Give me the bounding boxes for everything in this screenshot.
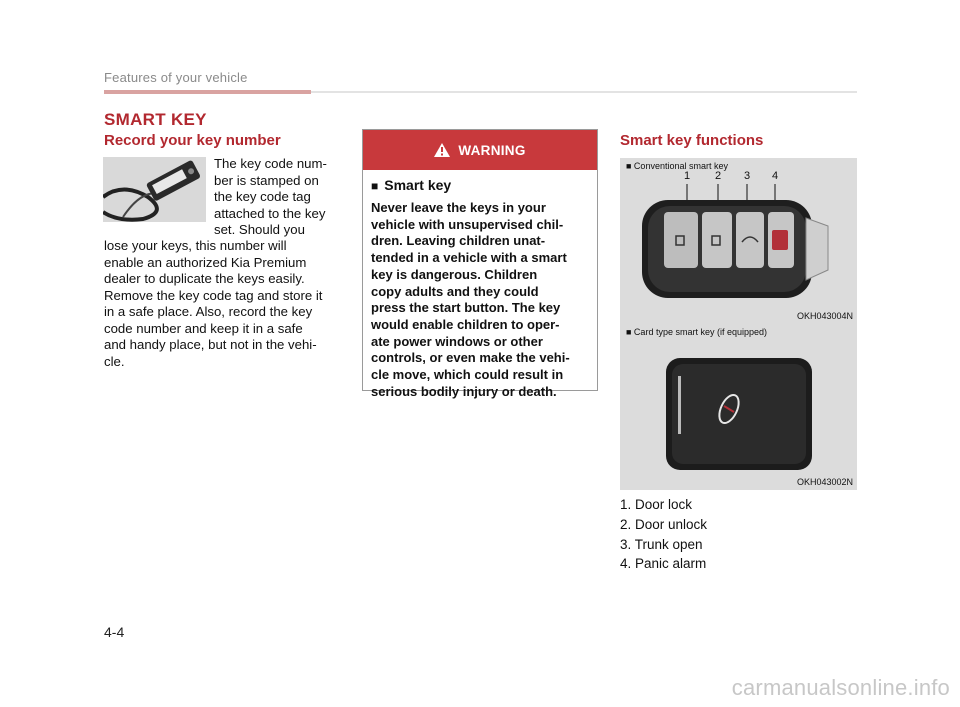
header-bar-accent — [104, 90, 311, 94]
record-text-wide — [104, 238, 338, 370]
smart-key-functions-title: Smart key functions — [620, 132, 764, 149]
function-item-door-unlock: 2. Door unlock — [620, 517, 708, 532]
record-key-number-title: Record your key number — [104, 132, 281, 149]
text-line: ber is stamped on — [214, 172, 319, 188]
text-line: dealer to duplicate the keys easily. — [104, 271, 305, 286]
text-line: Never leave the keys in your — [371, 200, 546, 215]
warning-box — [362, 129, 598, 399]
button-number-label: 2 — [715, 170, 722, 182]
text-line: would enable children to oper- — [371, 316, 560, 332]
warning-triangle-icon — [434, 143, 450, 157]
figure-code: OKH043002N — [796, 477, 853, 487]
text-line: enable an authorized Kia Premium — [104, 254, 307, 270]
section-title: SMART KEY — [104, 110, 207, 129]
button-number-label: 3 — [744, 170, 751, 182]
figure-caption: ■ Card type smart key (if equipped) — [626, 327, 767, 337]
text-line: code number and keep it in a safe — [104, 320, 303, 336]
text-line: the key code tag — [214, 189, 311, 204]
warning-text — [371, 200, 591, 400]
text-line: set. Should you — [214, 222, 305, 237]
key-tag-illustration — [103, 157, 206, 222]
conventional-smart-key-figure — [620, 158, 857, 324]
key-tag-photo — [103, 157, 206, 222]
text-line: ate power windows or other — [371, 333, 543, 349]
text-line: Remove the key code tag and store it — [104, 287, 323, 303]
function-item-panic-alarm: 4. Panic alarm — [620, 556, 707, 571]
header-bar-rule — [311, 91, 857, 93]
button-number-label: 4 — [772, 170, 779, 182]
text-line: The key code num- — [214, 156, 327, 171]
text-line: dren. Leaving children unat- — [371, 233, 546, 249]
record-text-narrow — [214, 156, 338, 239]
text-line: cle. — [104, 353, 125, 369]
text-line: controls, or even make the vehi- — [371, 350, 570, 366]
watermark: carmanualsonline.info — [731, 675, 950, 700]
page-number: 4-4 — [104, 624, 125, 640]
function-item-door-lock: 1. Door lock — [620, 497, 693, 512]
text-line: copy adults and they could — [371, 283, 539, 299]
card-smart-key-illustration — [620, 324, 857, 490]
text-line: tended in a vehicle with a smart — [371, 250, 567, 266]
text-line: attached to the key — [214, 205, 326, 221]
text-line: press the start button. The key — [371, 300, 561, 316]
text-line: in a safe place. Also, record the key — [104, 304, 313, 319]
text-line: serious bodily injury or death. — [371, 383, 557, 399]
text-line: vehicle with unsupervised chil- — [371, 216, 564, 232]
warning-header — [363, 130, 597, 170]
text-line: key is dangerous. Children — [371, 266, 538, 282]
conventional-smart-key-illustration — [620, 158, 857, 324]
card-smart-key-figure — [620, 324, 857, 490]
text-line: lose your keys, this number will — [104, 238, 287, 253]
warning-label: WARNING — [458, 142, 526, 158]
square-bullet-icon: ■ — [371, 179, 379, 193]
function-item-trunk-open: 3. Trunk open — [620, 537, 703, 552]
chapter-header: Features of your vehicle — [104, 70, 248, 85]
warning-subtitle-text: Smart key — [384, 177, 452, 193]
button-number-label: 1 — [684, 170, 691, 182]
figure-caption: ■ Conventional smart key — [626, 161, 728, 171]
figure-code: OKH043004N — [796, 311, 853, 321]
warning-subtitle — [371, 177, 451, 193]
text-line: and handy place, but not in the vehi- — [104, 337, 317, 352]
text-line: cle move, which could result in — [371, 367, 564, 383]
